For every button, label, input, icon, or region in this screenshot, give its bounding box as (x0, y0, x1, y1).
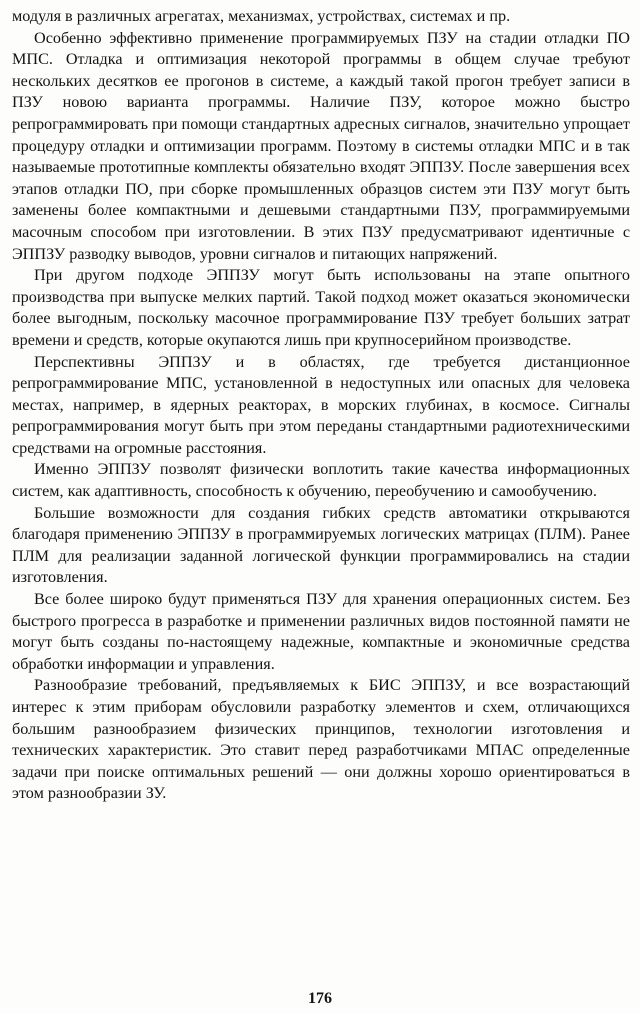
paragraph-remote-reprogramming: Перспективны ЭППЗУ и в областях, где требуется дистанционное репрограммирование МПС, установленной в недоступных или опасных для человека местах, например, в ядерных реакторах, в морских глубинах, в космосе. Сигналы репрограммирования могут быть при этом переданы стандартными радиотехническими средствами на огромные расстояния. (12, 352, 630, 457)
paragraph-diversity: Разнообразие требований, предъявляемых к БИС ЭППЗУ, и все возрастающий интерес к этим приборам обусловили разработку элементов и схем, отличающихся большим разнообразием физических принципов, технологии изготовления и технических характеристик. Это ставит перед разработчиками МПАС определенные задачи при поиске оптимальных решений — они должны хорошо ориентироваться в этом разнообразии ЗУ. (12, 676, 630, 803)
paragraph-adaptivity: Именно ЭППЗУ позволят физически воплотить такие качества информационных систем, как адаптивность, способность к обучению, переобучению и самообучению. (12, 460, 630, 501)
paragraph-debugging: Особенно эффективно применение программируемых ПЗУ на стадии отладки ПО МПС. Отладка и оптимизация некоторой программы в общем случае требуют нескольких десятков ее прогонов в системе, а каждый такой прогон требует записи в ПЗУ новою варианта программы. Наличие ПЗУ, которое можно быстро репрограммировать при помощи стандартных адресных сигналов, значительно упрощает процедуру отладки и оптимизации программ. Поэтому в системы отладки МПС и в так называемые прототипные комплекты обязательно входят ЭППЗУ. После завершения всех этапов отладки ПО, при сборке промышленных образцов систем эти ПЗУ могут быть заменены более компактными и дешевыми стандартными ПЗУ, программируемыми масочным способом при изготовлении. В этих ПЗУ предусматривают идентичные с ЭППЗУ разводку выводов, уровни сигналов и питающих напряжений. (12, 28, 630, 263)
paragraph-operating-systems: Все более широко будут применяться ПЗУ для хранения операционных систем. Без быстрого прогресса в разработке и применении различных видов постоянной памяти не могут быть созданы по-настоящему надежные, компактные и экономичные средства обработки информации и управления. (12, 590, 630, 673)
paragraph-pilot-production: При другом подходе ЭППЗУ могут быть использованы на этапе опытного производства при выпуске мелких партий. Такой подход может оказаться экономически более выгодным, поскольку масочное программирование ПЗУ требует больших затрат времени и средств, которые окупаются лишь при крупносерийном производстве. (12, 266, 630, 349)
page-number: 176 (308, 990, 332, 1007)
paragraph-plm: Большие возможности для создания гибких средств автоматики открываются благодаря применению ЭППЗУ в программируемых логических матрицах (ПЛМ). Ранее ПЛМ для реализации заданной логической функции программировались на стадии изготовления. (12, 503, 630, 587)
paragraph-continuation: модуля в различных агрегатах, механизмах, устройствах, системах и пр. (12, 7, 511, 25)
body-text (12, 6, 630, 805)
